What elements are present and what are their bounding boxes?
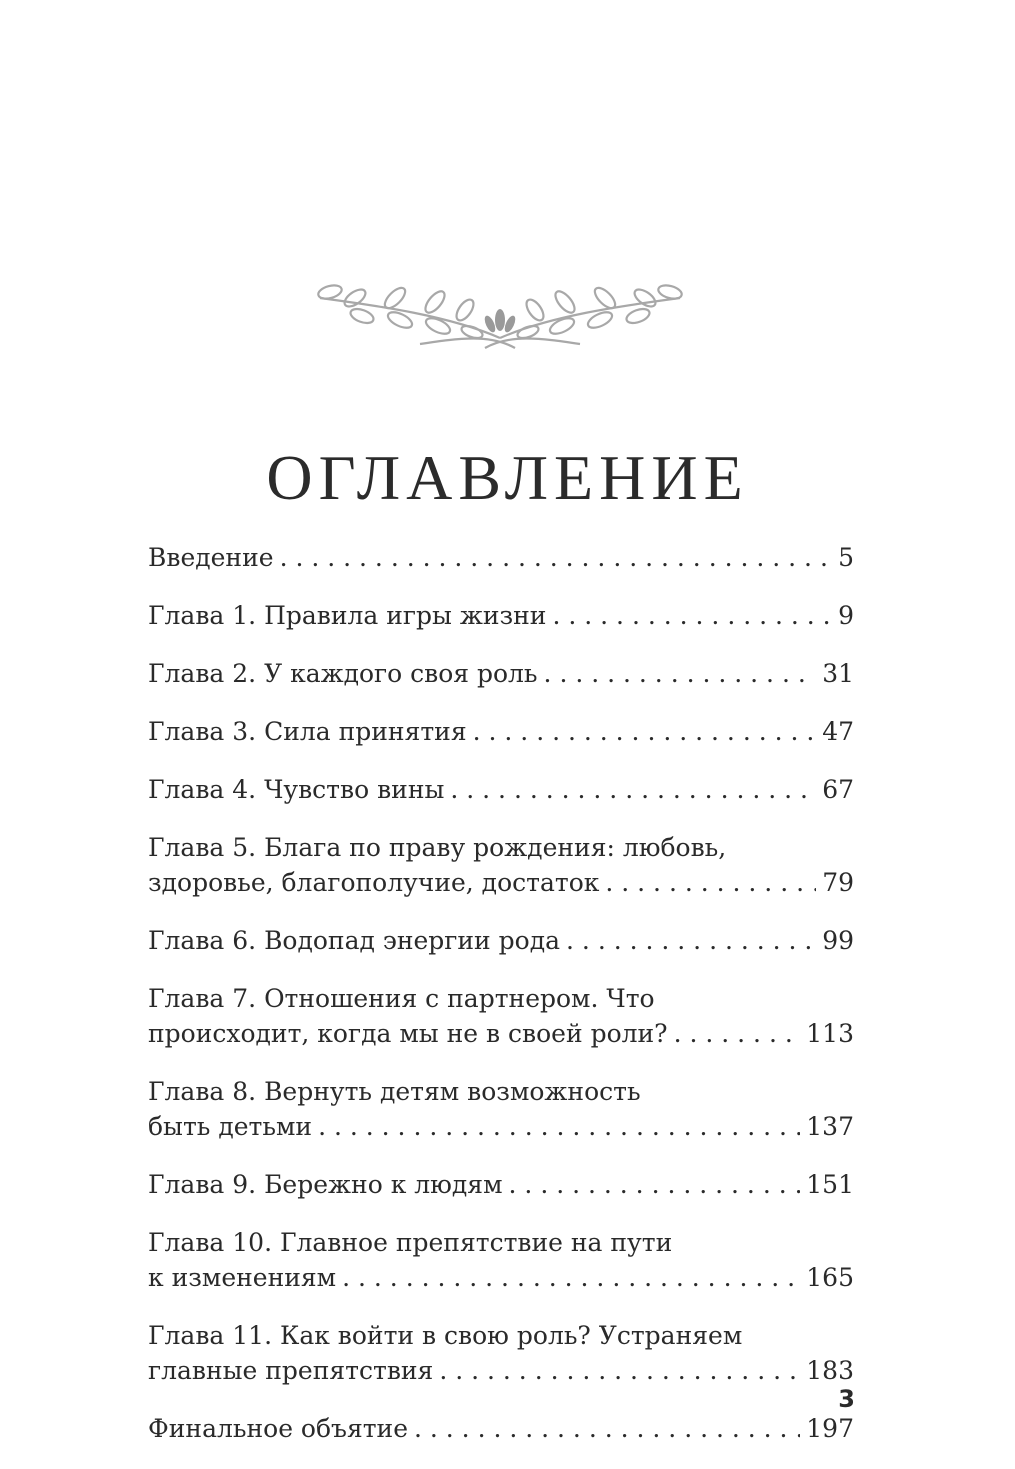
toc-entry-title-line: Глава 11. Как войти в свою роль? Устраняем [148,1321,743,1350]
toc-entry-page: 137 [806,1112,854,1141]
toc-entry[interactable] [148,1411,854,1446]
toc-entry-title-line: Глава 10. Главное препятствие на пути [148,1228,673,1257]
toc-entry-title: главные препятствия [148,1356,434,1385]
toc-entry-page: 183 [806,1356,854,1385]
toc-entry-page: 9 [838,601,854,630]
toc-entry-row [148,1167,854,1202]
toc-entry-title-line: Глава 8. Вернуть детям возможность [148,1077,641,1106]
dot-leader [473,714,817,749]
toc-entry-row [148,540,854,575]
toc-entry[interactable] [148,598,854,633]
toc-entry-row [148,1260,854,1295]
toc-entry-row [148,1016,854,1051]
toc-entry-title: здоровье, благополучие, достаток [148,868,600,897]
dot-leader [342,1260,800,1295]
toc-entry[interactable] [148,1167,854,1202]
toc-entry-title: к изменениям [148,1263,337,1292]
dot-leader [605,865,816,900]
toc-entry-page: 5 [838,543,854,572]
dot-leader [552,598,832,633]
toc-entry-title-line: Глава 5. Блага по праву рождения: любовь, [148,833,727,862]
toc-entry-title-line: Глава 7. Отношения с партнером. Что [148,984,655,1013]
toc-entry-row [148,865,854,900]
dot-leader [566,923,816,958]
toc-entry[interactable] [148,1318,854,1388]
dot-leader [318,1109,800,1144]
toc-entry[interactable] [148,923,854,958]
dot-leader [674,1016,801,1051]
toc-entry[interactable] [148,830,854,900]
toc-entry[interactable] [148,1225,854,1295]
toc-entry-page: 113 [806,1019,854,1048]
toc-entry-title: Глава 3. Сила принятия [148,717,467,746]
toc-entry-page: 79 [822,868,854,897]
toc-entry-title: быть детьми [148,1112,313,1141]
toc-entry-page: 197 [806,1414,854,1443]
toc-entry[interactable] [148,981,854,1051]
dot-leader [544,656,817,691]
toc-entry-row [148,656,854,691]
toc-entry-title: Финальное объятие [148,1414,408,1443]
toc-entry[interactable] [148,772,854,807]
toc-entry-row [148,923,854,958]
toc-entry-page: 151 [806,1170,854,1199]
toc-entry-title: Глава 6. Водопад энергии рода [148,926,561,955]
toc-entry[interactable] [148,714,854,749]
dot-leader [280,540,833,575]
toc-entry-row [148,1353,854,1388]
toc-entry-title: Глава 9. Бережно к людям [148,1170,503,1199]
toc-entry-row [148,772,854,807]
page-number: 3 [838,1385,855,1413]
table-of-contents [148,540,854,1469]
toc-entry[interactable] [148,656,854,691]
toc-entry-row [148,714,854,749]
toc-entry-page: 47 [822,717,854,746]
dot-leader [439,1353,800,1388]
toc-entry-title: Введение [148,543,274,572]
toc-entry-page: 31 [822,659,854,688]
toc-entry-title: Глава 2. У каждого своя роль [148,659,538,688]
laurel-branch-ornament-icon [300,276,700,356]
dot-leader [414,1411,800,1446]
dot-leader [450,772,816,807]
toc-entry-title: происходит, когда мы не в своей роли? [148,1019,668,1048]
toc-entry-page: 99 [822,926,854,955]
toc-entry-page: 67 [822,775,854,804]
page-title: ОГЛАВЛЕНИЕ [266,442,749,513]
toc-entry-page: 165 [806,1263,854,1292]
toc-entry-title: Глава 4. Чувство вины [148,775,445,804]
toc-entry-row [148,1109,854,1144]
toc-entry-row [148,1411,854,1446]
toc-entry[interactable] [148,540,854,575]
dot-leader [509,1167,801,1202]
toc-entry-title: Глава 1. Правила игры жизни [148,601,547,630]
toc-entry-row [148,598,854,633]
toc-entry[interactable] [148,1074,854,1144]
